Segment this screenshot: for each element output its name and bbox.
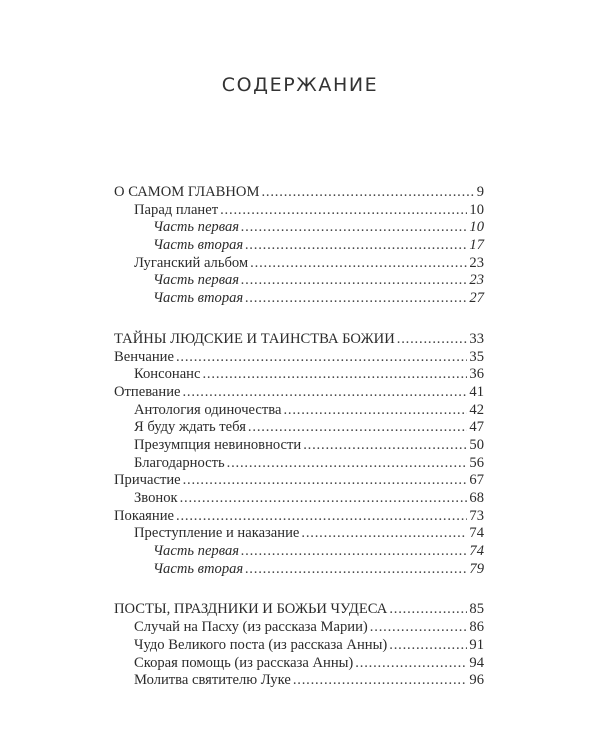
toc-entry [114, 290, 484, 308]
toc-entry-page-number: 36 [469, 366, 484, 383]
toc-entry [114, 349, 484, 367]
dot-leader [250, 255, 467, 273]
toc-entry [114, 419, 484, 437]
dot-leader [370, 619, 468, 637]
dot-leader [245, 561, 467, 579]
toc-entry-page-number: 67 [469, 472, 484, 489]
toc-entry-label: Покаяние [114, 507, 174, 524]
dot-leader [180, 490, 468, 508]
toc-entry [114, 402, 484, 420]
toc-entry-label: Презумпция невиновности [134, 436, 302, 453]
toc-entry [114, 331, 484, 349]
toc-entry [114, 184, 484, 202]
toc-entry-label: Звонок [134, 490, 178, 506]
dot-leader [397, 331, 468, 349]
dot-leader [293, 672, 468, 690]
toc-entry-page-number: 86 [469, 619, 484, 636]
toc-entry-label: Часть вторая [153, 290, 244, 307]
toc-entry [114, 272, 484, 290]
toc-entry-page-number: 79 [469, 560, 484, 577]
toc-entry-label: Часть первая [153, 219, 240, 236]
dot-leader [301, 525, 467, 543]
toc-entry-label: Причастие [114, 472, 181, 489]
toc-entry [114, 508, 484, 526]
toc-entry [114, 490, 484, 508]
toc-entry-label: Случай на Пасху (из рассказа Марии) [134, 619, 368, 636]
toc-entry [114, 255, 484, 273]
toc-entry-label: Консонанс [134, 366, 201, 383]
dot-leader [227, 455, 468, 473]
toc-entry [114, 472, 484, 490]
toc-entry-label: Скорая помощь (из рассказа Анны) [134, 654, 354, 671]
toc-entry-label: О САМОМ ГЛАВНОМ [114, 184, 260, 200]
toc-entry-label: Часть вторая [153, 560, 244, 577]
toc-section [114, 184, 484, 308]
toc-entry-page-number: 85 [469, 601, 484, 618]
toc-entry-page-number: 23 [469, 272, 484, 289]
dot-leader [241, 219, 467, 237]
toc-entry [114, 525, 484, 543]
dot-leader [241, 272, 467, 290]
toc-entry [114, 672, 484, 690]
dot-leader [245, 290, 467, 308]
toc-entry-page-number: 35 [469, 348, 484, 365]
toc-entry-page-number: 33 [469, 330, 484, 347]
toc-entry-page-number: 68 [469, 490, 484, 506]
toc-entry-label: Часть первая [153, 543, 240, 560]
toc-entry-page-number: 27 [469, 290, 484, 307]
dot-leader [202, 366, 467, 384]
toc-entry-label: Молитва святителю Луке [134, 672, 291, 689]
toc-entry-page-number: 41 [469, 383, 484, 400]
toc-entry-page-number: 96 [469, 672, 484, 689]
dot-leader [176, 508, 467, 526]
toc-entry-page-number: 23 [469, 254, 484, 271]
dot-leader [389, 637, 467, 655]
toc-entry-page-number: 94 [469, 654, 484, 671]
toc-entry [114, 202, 484, 220]
toc-entry-page-number: 91 [469, 636, 484, 653]
dot-leader [245, 237, 467, 255]
toc-entry-page-number: 17 [469, 237, 484, 254]
dot-leader [220, 202, 467, 220]
toc-entry [114, 384, 484, 402]
toc-entry [114, 366, 484, 384]
dot-leader [283, 402, 467, 420]
toc-entry-label: Отпевание [114, 383, 181, 400]
toc-entry-page-number: 73 [469, 507, 484, 524]
toc-entry-label: Парад планет [134, 201, 219, 218]
toc-entry-label: Часть вторая [153, 237, 244, 254]
toc-entry [114, 561, 484, 579]
toc-entry-page-number: 74 [469, 543, 484, 560]
toc-entry-label: Антология одиночества [134, 401, 282, 418]
dot-leader [355, 655, 467, 673]
dot-leader [389, 601, 467, 619]
toc-entry-page-number: 9 [476, 184, 484, 200]
toc-entry [114, 655, 484, 673]
dot-leader [176, 349, 467, 367]
toc-entry [114, 637, 484, 655]
table-of-contents [114, 184, 484, 713]
toc-entry-label: Благодарность [134, 454, 225, 471]
toc-entry [114, 237, 484, 255]
toc-entry-label: Я буду ждать тебя [134, 419, 246, 436]
toc-entry-label: Чудо Великого поста (из рассказа Анны) [134, 636, 388, 653]
toc-entry-page-number: 74 [469, 525, 484, 542]
toc-entry-page-number: 10 [469, 219, 484, 236]
dot-leader [182, 384, 467, 402]
toc-entry-label: Венчание [114, 348, 174, 365]
toc-entry-label: ТАЙНЫ ЛЮДСКИЕ И ТАИНСТВА БОЖИИ [114, 330, 395, 347]
toc-entry [114, 619, 484, 637]
dot-leader [241, 543, 467, 561]
toc-entry-label: Луганский альбом [134, 254, 249, 271]
toc-entry [114, 219, 484, 237]
toc-entry-page-number: 50 [469, 436, 484, 453]
toc-entry [114, 437, 484, 455]
toc-entry-label: Часть первая [153, 272, 240, 289]
toc-entry-page-number: 47 [469, 419, 484, 436]
toc-entry [114, 455, 484, 473]
toc-entry-label: ПОСТЫ, ПРАЗДНИКИ И БОЖЬИ ЧУДЕСА [114, 601, 388, 618]
toc-section [114, 331, 484, 579]
toc-section [114, 601, 484, 689]
dot-leader [303, 437, 467, 455]
toc-entry [114, 601, 484, 619]
dot-leader [261, 184, 474, 202]
toc-entry-label: Преступление и наказание [134, 525, 300, 542]
toc-entry-page-number: 56 [469, 454, 484, 471]
toc-entry-page-number: 42 [469, 401, 484, 418]
dot-leader [183, 472, 468, 490]
dot-leader [248, 419, 467, 437]
page-title: СОДЕРЖАНИЕ [221, 74, 379, 96]
toc-entry [114, 543, 484, 561]
toc-entry-page-number: 10 [469, 201, 484, 218]
